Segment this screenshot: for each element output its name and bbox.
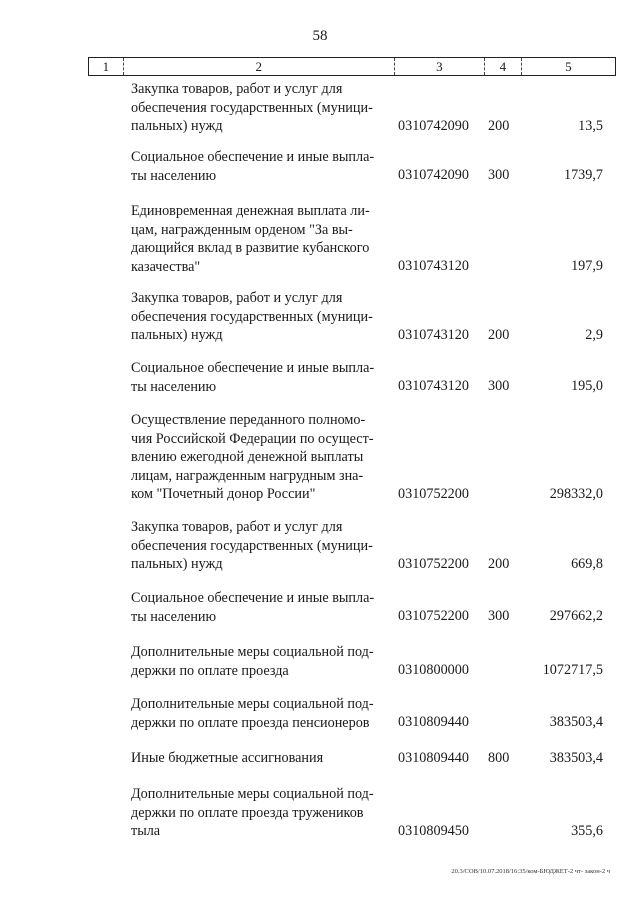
table-header (88, 57, 616, 76)
header-col-1: 1 (89, 58, 124, 75)
row-kind: 300 (488, 378, 510, 394)
row-kind: 300 (488, 608, 510, 624)
row-amount: 1072717,5 (542, 662, 603, 678)
row-code: 0310752200 (398, 486, 469, 502)
row-amount: 383503,4 (549, 714, 603, 730)
row-amount: 13,5 (578, 118, 603, 134)
row-amount: 1739,7 (563, 167, 603, 183)
row-amount: 195,0 (571, 378, 603, 394)
row-code: 0310809450 (398, 823, 469, 839)
row-amount: 383503,4 (549, 750, 603, 766)
row-code: 0310809440 (398, 750, 469, 766)
row-description: Иные бюджетные ассигнования (131, 750, 324, 766)
row-code: 0310752200 (398, 608, 469, 624)
row-code: 0310742090 (398, 167, 469, 183)
row-description: Единовременная денежная выплата ли- цам, награжденным орденом "За вы- дающийся вклад в развитие кубанского казачества" (131, 203, 370, 275)
row-kind: 800 (488, 750, 510, 766)
row-code: 0310743120 (398, 378, 469, 394)
row-code: 0310742090 (398, 118, 469, 134)
header-col-2: 2 (124, 58, 395, 75)
row-description: Осуществление переданного полномо- чия Российской Федерации по осущест- влению ежегодной денежной выплаты лицам, награжденным нагрудным зна- ком "Почетный донор России" (131, 412, 374, 502)
row-description: Дополнительные меры социальной под- держки по оплате проезда (131, 644, 374, 679)
row-kind: 200 (488, 327, 510, 343)
row-kind: 200 (488, 556, 510, 572)
row-description: Закупка товаров, работ и услуг для обеспечения государственных (муници- пальных) нужд (131, 519, 373, 572)
row-amount: 669,8 (571, 556, 603, 572)
row-description: Социальное обеспечение и иные выпла- ты населению (131, 149, 375, 184)
row-code: 0310743120 (398, 327, 469, 343)
row-description: Дополнительные меры социальной под- держки по оплате проезда тружеников тыла (131, 786, 374, 839)
row-code: 0310743120 (398, 258, 469, 274)
row-code: 0310752200 (398, 556, 469, 572)
document-footer: 20.3/СОВ/10.07.2018/16:35/ком-БЮДЖЕТ-2 чт- закон-2 ч (451, 868, 610, 875)
row-code: 0310809440 (398, 714, 469, 730)
header-col-4: 4 (485, 58, 522, 75)
row-kind: 200 (488, 118, 510, 134)
row-amount: 2,9 (585, 327, 603, 343)
row-description: Закупка товаров, работ и услуг для обеспечения государственных (муници- пальных) нужд (131, 290, 373, 343)
row-description: Социальное обеспечение и иные выпла- ты населению (131, 590, 375, 625)
row-description: Дополнительные меры социальной под- держки по оплате проезда пенсионеров (131, 696, 374, 731)
row-amount: 197,9 (571, 258, 603, 274)
row-description: Закупка товаров, работ и услуг для обеспечения государственных (муници- пальных) нужд (131, 81, 373, 134)
row-amount: 298332,0 (549, 486, 603, 502)
row-amount: 355,6 (571, 823, 603, 839)
row-kind: 300 (488, 167, 510, 183)
row-amount: 297662,2 (549, 608, 603, 624)
page-number: 58 (312, 28, 328, 44)
header-col-5: 5 (565, 58, 572, 74)
row-description: Социальное обеспечение и иные выпла- ты населению (131, 360, 375, 395)
row-code: 0310800000 (398, 662, 469, 678)
header-col-3: 3 (395, 58, 485, 75)
